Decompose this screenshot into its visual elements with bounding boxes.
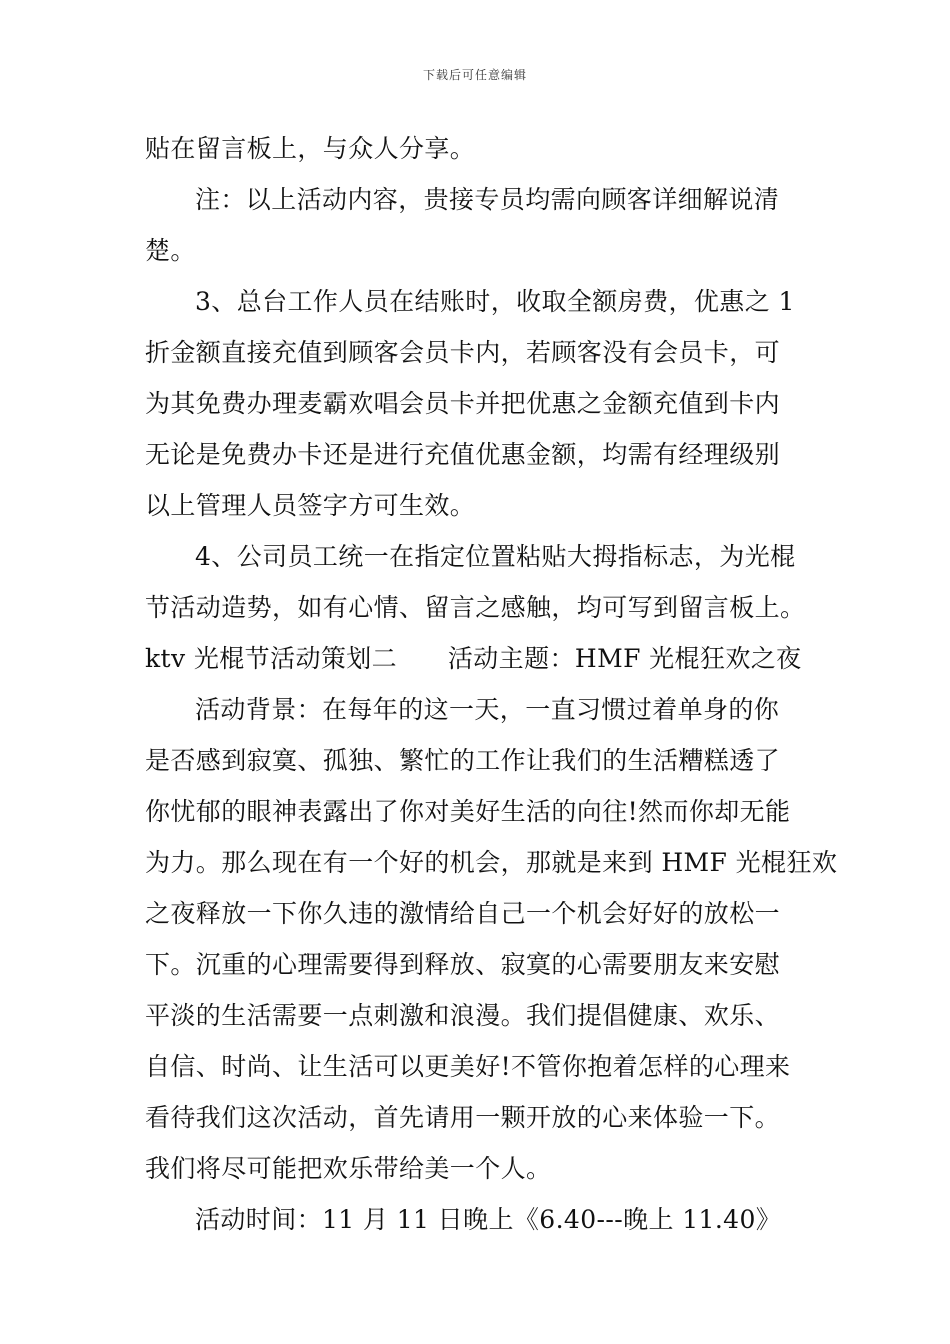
text-line: 贴在留言板上，与众人分享。 (145, 134, 476, 163)
section-title-line: ktv 光棍节活动策划二 活动主题：HMF 光棍狂欢之夜 (145, 644, 802, 673)
text-line: 你忧郁的眼神表露出了你对美好生活的向往!然而你却无能 (145, 797, 791, 826)
text-line: 无论是免费办卡还是进行充值优惠金额，均需有经理级别 (145, 440, 781, 469)
page-header: 下载后可任意编辑 (422, 68, 527, 82)
text-line: 之夜释放一下你久违的激情给自己一个机会好好的放松一 (145, 899, 781, 928)
text-line: 4、公司员工统一在指定位置粘贴大拇指标志，为光棍 (195, 542, 796, 571)
text-line: 下。沉重的心理需要得到释放、寂寞的心需要朋友来安慰 (145, 950, 781, 979)
text-line: 活动时间：11 月 11 日晚上《6.40---晚上 11.40》 (195, 1205, 782, 1234)
text-line: 看待我们这次活动，首先请用一颗开放的心来体验一下。 (145, 1103, 781, 1132)
text-line: 为力。那么现在有一个好的机会，那就是来到 HMF 光棍狂欢 (145, 848, 838, 877)
text-line: 是否感到寂寞、孤独、繁忙的工作让我们的生活糟糕透了 (145, 746, 781, 775)
text-line: 以上管理人员签字方可生效。 (145, 491, 476, 520)
text-line: 活动背景：在每年的这一天，一直习惯过着单身的你 (195, 695, 780, 724)
text-line: 我们将尽可能把欢乐带给美一个人。 (145, 1154, 552, 1183)
text-line: 楚。 (145, 236, 196, 265)
text-line: 自信、时尚、让生活可以更美好!不管你抱着怎样的心理来 (145, 1052, 791, 1081)
text-line: 注：以上活动内容，贵接专员均需向顾客详细解说清 (195, 185, 780, 214)
text-line: 节活动造势，如有心情、留言之感触，均可写到留言板上。 (145, 593, 806, 622)
text-line: 为其免费办理麦霸欢唱会员卡并把优惠之金额充值到卡内 (145, 389, 781, 418)
text-line: 平淡的生活需要一点刺激和浪漫。我们提倡健康、欢乐、 (145, 1001, 781, 1030)
text-line: 折金额直接充值到顾客会员卡内，若顾客没有会员卡，可 (145, 338, 781, 367)
text-line: 3、总台工作人员在结账时，收取全额房费，优惠之 1 (195, 287, 795, 316)
